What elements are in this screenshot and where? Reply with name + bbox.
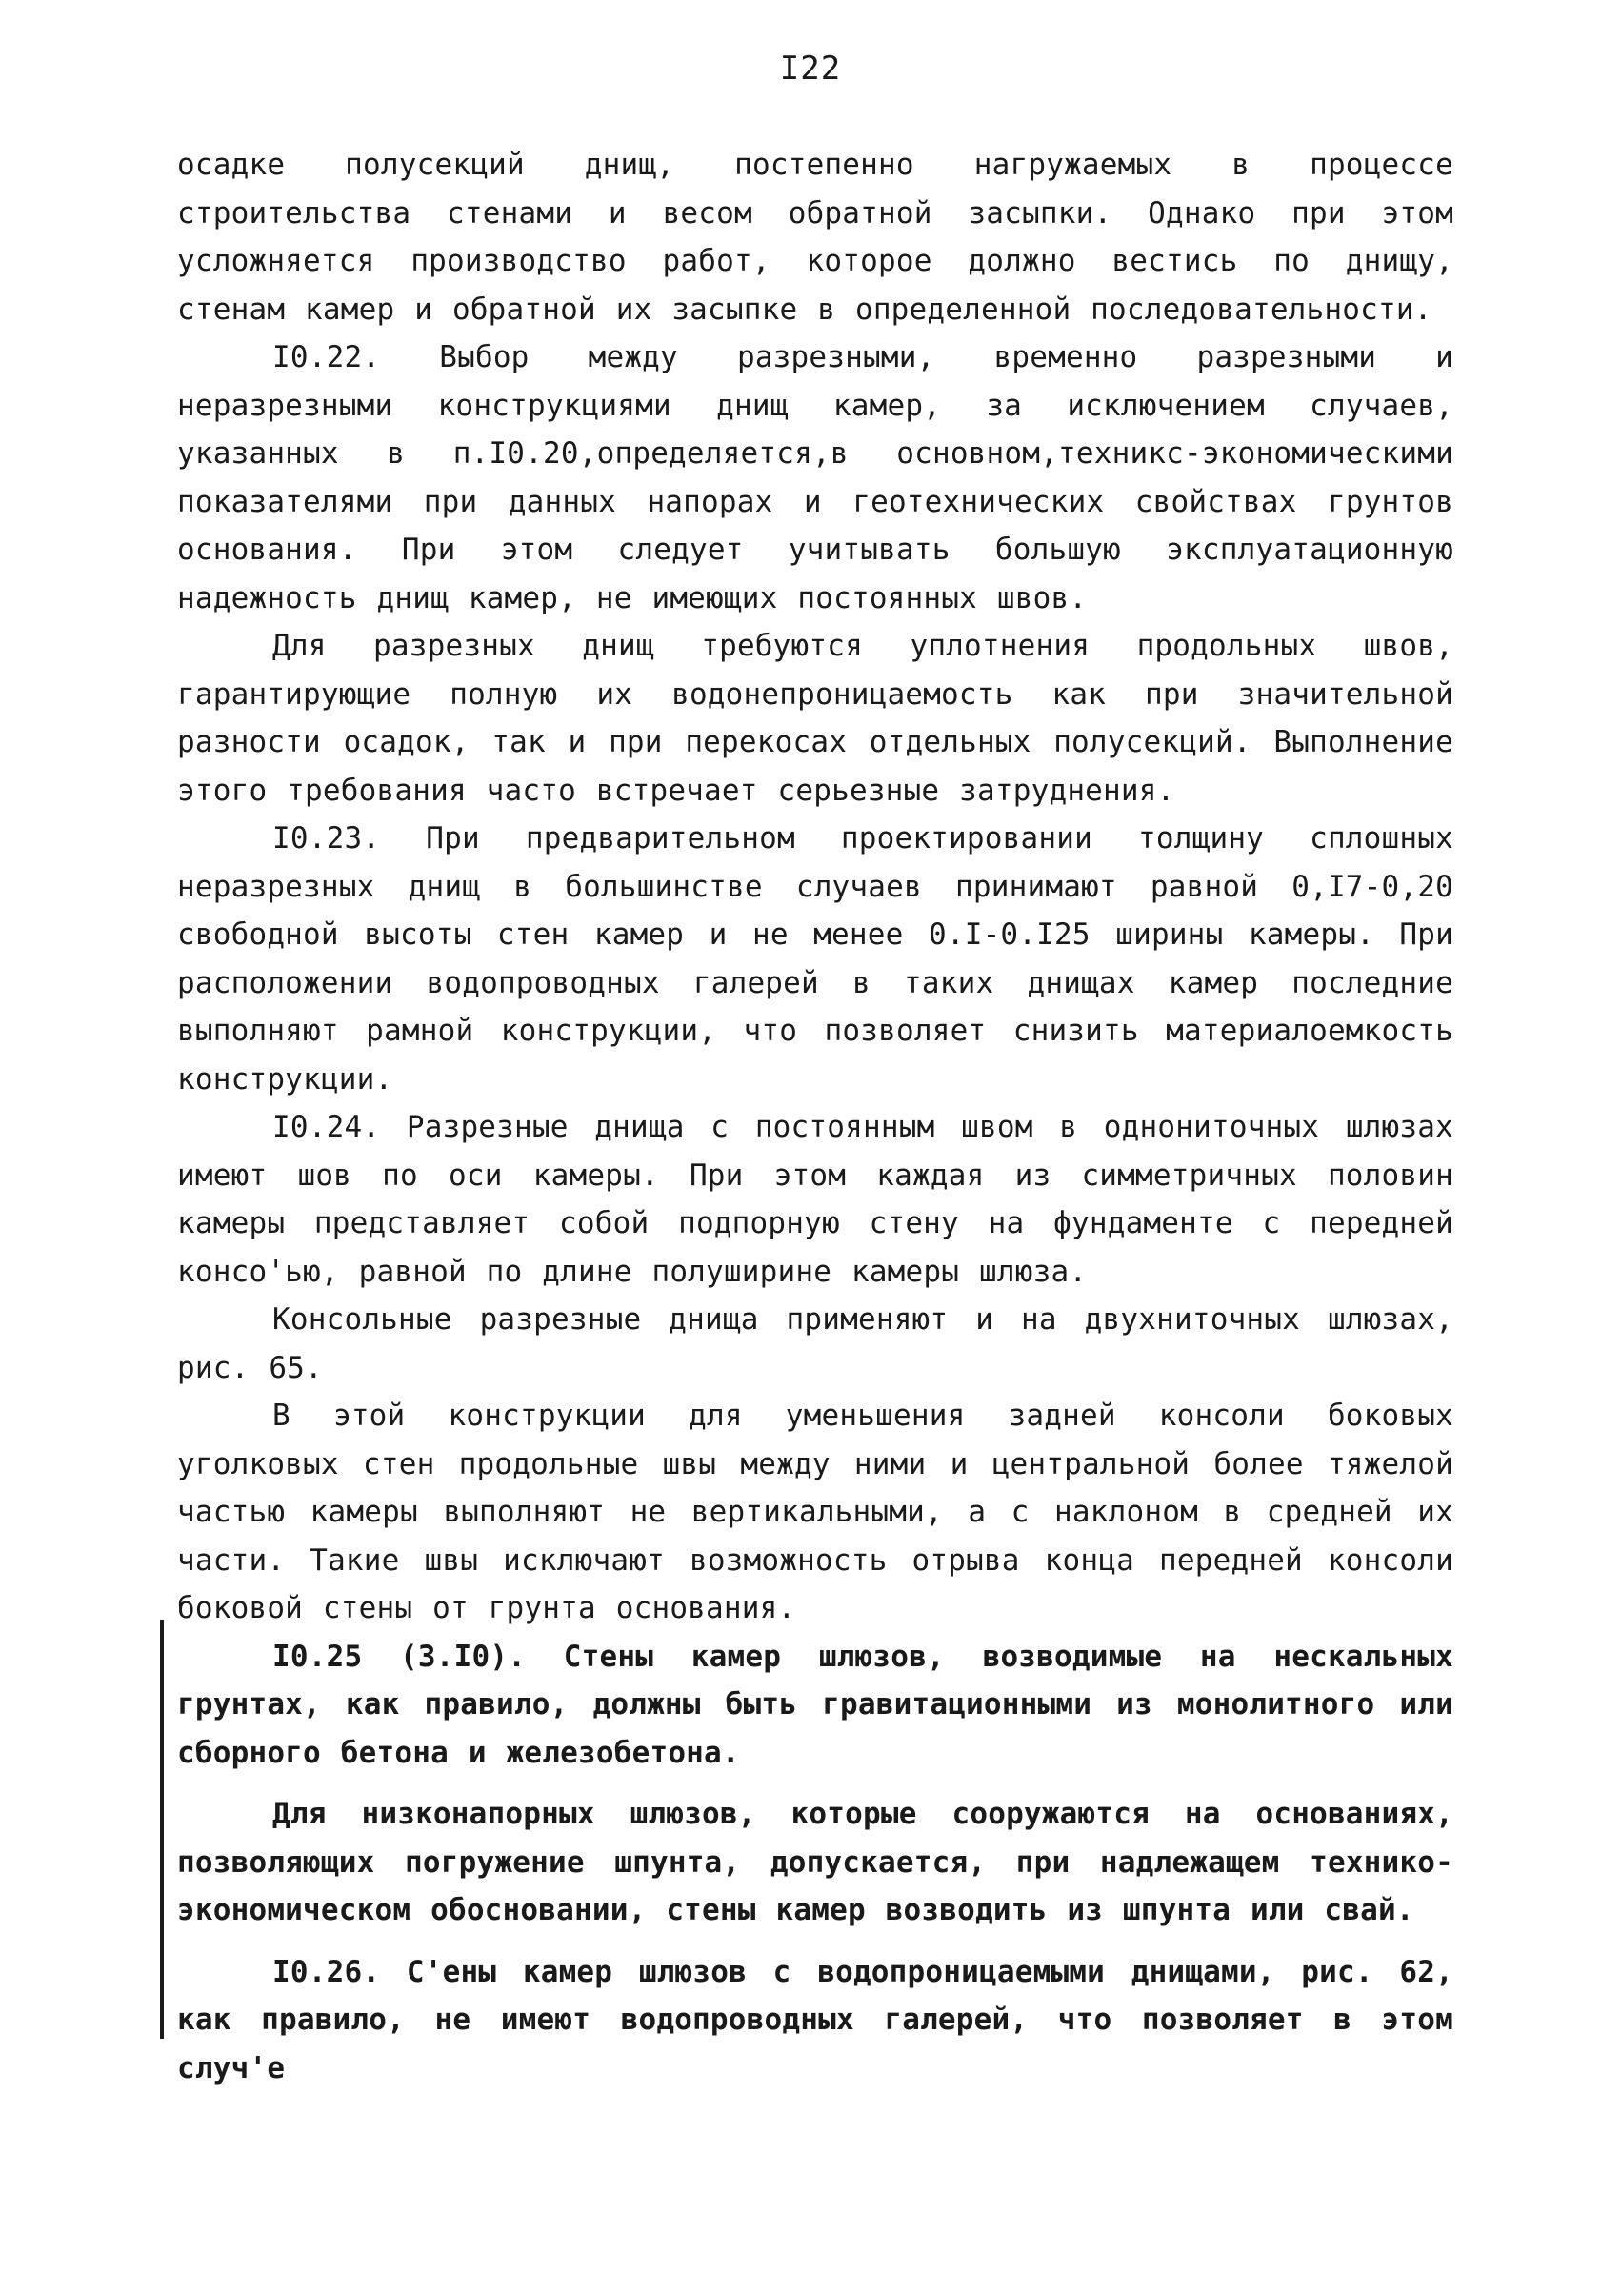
paragraph-split-bottoms: Для разрезных днищ требуются уплотнения продольных швов, гарантирующие полную их водонепроницаемость как при значительной разности осадок, так и при перекосах отдельных полусекций. Выполнение этого требования часто встречает серьезные затруднения. bbox=[177, 629, 1453, 808]
paragraph-cantilever-bottoms: Консольные разрезные днища применяют и на двухниточных шлюзах, рис. 65. bbox=[177, 1302, 1453, 1385]
paragraph-clause-10-25: I0.25 (3.I0). Стены камер шлюзов, возводимые на нескальных грунтах, как правило, должны быть гравитационными из монолитного или сборного бетона и железобетона. bbox=[177, 1639, 1453, 1770]
page-number: I22 bbox=[779, 50, 842, 88]
paragraph-clause-10-22: I0.22. Выбор между разрезными, временно разрезными и неразрезными конструкциями днищ камер, за исключением случаев, указанных в п.I0.20,определяется,в основном,техникс-экономическими показателями при данных напорах и геотехнических свойствах грунтов основания. При этом следует учитывать большую эксплуатационную надежность днищ камер, не имеющих постоянных швов. bbox=[177, 340, 1453, 615]
paragraph-low-head-locks: Для низконапорных шлюзов, которые сооружаются на основаниях, позволяющих погружение шпунта, допускается, при надлежащем технико-экономическом обосновании, стены камер возводить из шпунта или свай. bbox=[177, 1797, 1453, 1927]
revision-margin-bar bbox=[160, 1620, 164, 2039]
paragraph-clause-10-23: I0.23. При предварительном проектировании толщину сплошных неразрезных днищ в большинстве случаев принимают равной 0,I7-0,20 свободной высоты стен камер и не менее 0.I-0.I25 ширины камеры. При расположении водопроводных галерей в таких днищах камер последние выполняют рамной конструкции, что позволяет снизить материалоемкость конструкции. bbox=[177, 821, 1453, 1097]
paragraph-continuation: осадке полусекций днищ, постепенно нагружаемых в процессе строительства стенами и весом обратной засыпки. Однако при этом усложняется производство работ, которое должно вестись по днищу, стенам камер и обратной их засыпке в определенной последовательности. bbox=[177, 148, 1453, 327]
paragraph-construction-note: В этой конструкции для уменьшения задней консоли боковых уголковых стен продольные швы между ними и центральной более тяжелой частью камеры выполняют не вертикальными, а с наклоном в средней их части. Такие швы исключают возможность отрыва конца передней консоли боковой стены от грунта основания. bbox=[177, 1399, 1453, 1625]
paragraph-clause-10-26: I0.26. С'ены камер шлюзов с водопроницаемыми днищами, рис. 62, как правило, не имеют водопроводных галерей, что позволяет в этом случ'е bbox=[177, 1954, 1453, 2085]
body-text bbox=[177, 141, 1453, 2092]
paragraph-clause-10-24: I0.24. Разрезные днища с постоянным швом в однониточных шлюзах имеют шов по оси камеры. При этом каждая из симметричных половин камеры представляет собой подпорную стену на фундаменте с передней консо'ью, равной по длине полуширине камеры шлюза. bbox=[177, 1110, 1453, 1289]
